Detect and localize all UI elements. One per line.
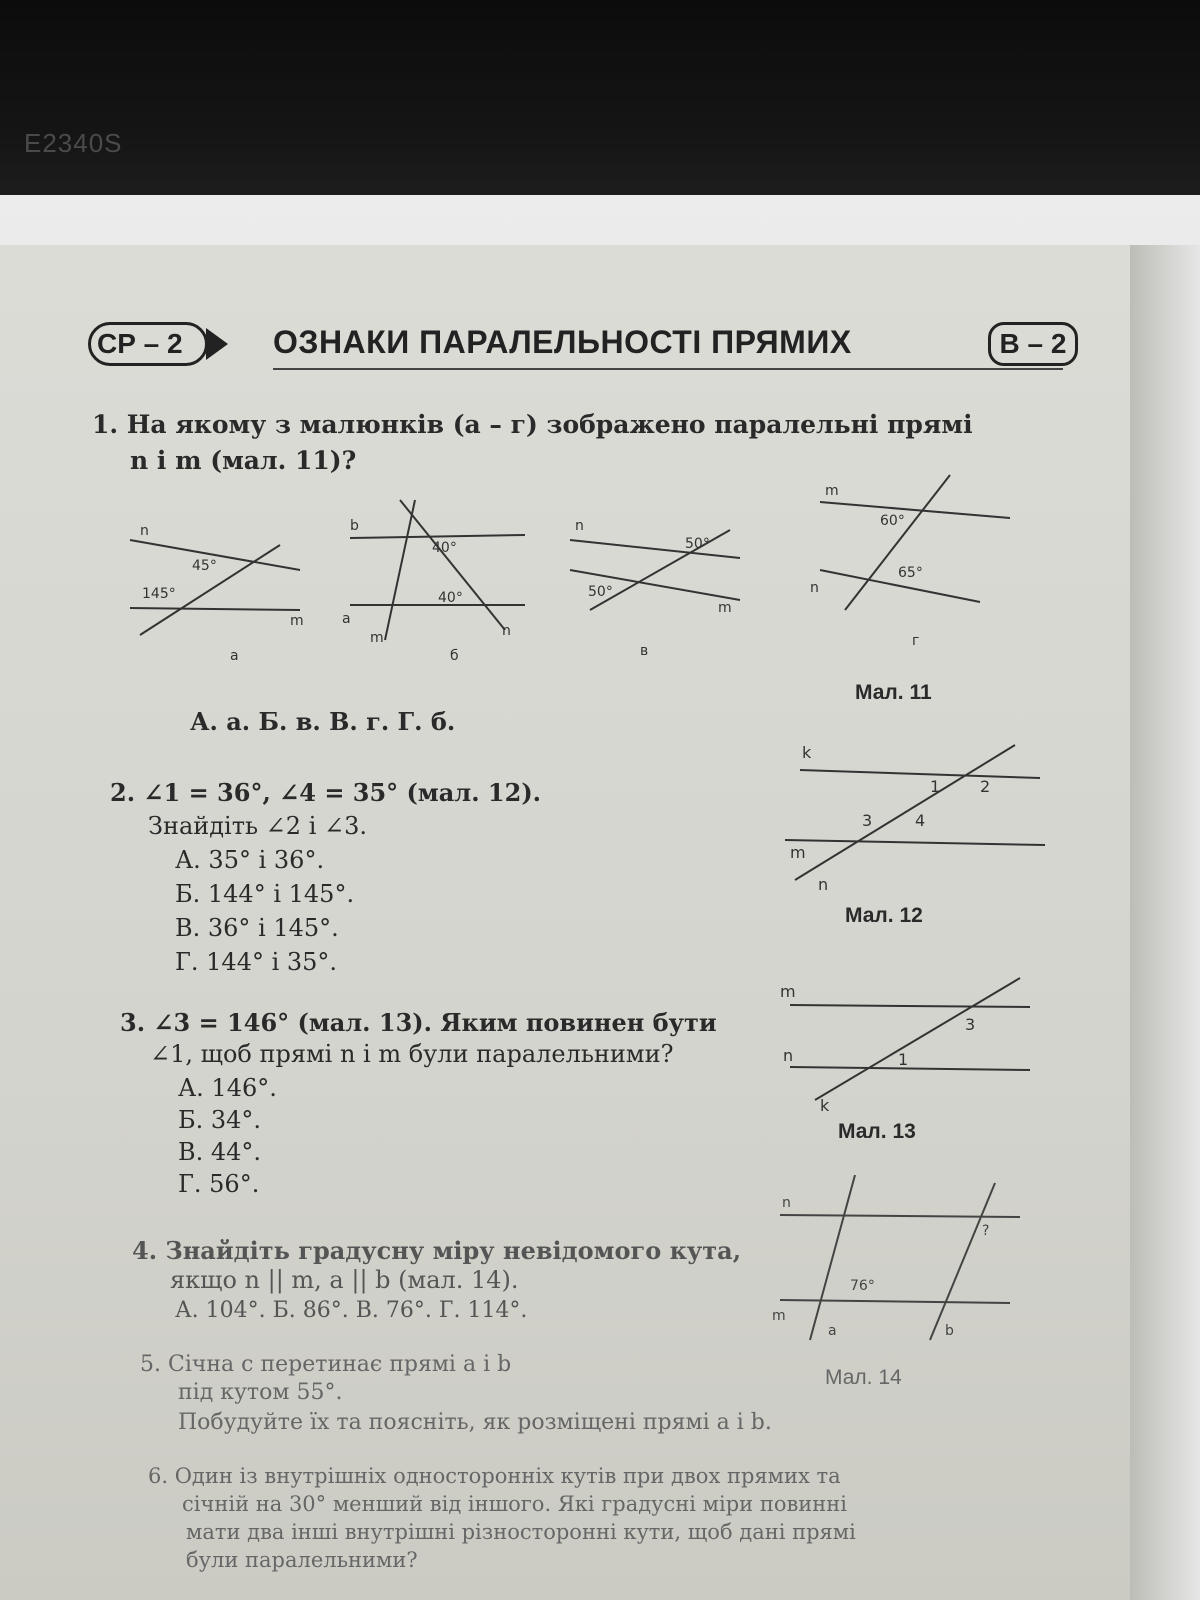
task3-question-line1: 3. ∠3 = 146° (мал. 13). Яким повинен бути (120, 1008, 717, 1037)
monitor-model-label: E2340S (24, 128, 123, 158)
fig-v-angle1: 50° (685, 536, 710, 552)
figure-12-caption: Мал. 12 (845, 904, 923, 927)
fig-a-label: а (230, 648, 239, 664)
task6-line2: січній на 30° менший від іншого. Які градусні міри повинні (182, 1492, 848, 1516)
task2-question-line2: Знайдіть ∠2 і ∠3. (148, 812, 367, 840)
task6-line3: мати два інші внутрішні різносторонні кути, щоб дані прямі (186, 1520, 856, 1544)
task2-option-b: Б. 144° і 145°. (175, 880, 355, 908)
figure-11-caption: Мал. 11 (855, 681, 932, 704)
fig12-angle4: 4 (915, 811, 926, 830)
task2-question-line1: 2. ∠1 = 36°, ∠4 = 35° (мал. 12). (110, 778, 542, 807)
fig14-n-label: n (782, 1195, 791, 1211)
worksheet-header (88, 322, 1078, 374)
fig-b-n-label: n (502, 623, 511, 639)
task5-line1: 5. Січна c перетинає прямі a і b (140, 1352, 512, 1377)
fig14-b-label: b (945, 1323, 954, 1339)
task3-option-v: В. 44°. (178, 1138, 262, 1166)
fig-v-n-label: n (575, 518, 584, 534)
fig-b-b-label: b (350, 518, 359, 534)
fig-g-m-label: m (825, 483, 839, 499)
task2-option-a: А. 35° і 36°. (175, 846, 325, 874)
fig-b-m-label: m (370, 630, 384, 646)
arrow-icon (206, 328, 228, 360)
task3-option-a: А. 146°. (178, 1074, 277, 1102)
fig12-k-label: k (802, 743, 812, 762)
task2-option-g: Г. 144° і 35°. (175, 948, 338, 976)
task4-question-line2: якщо n || m, a || b (мал. 14). (170, 1266, 519, 1294)
fig-v-m-label: m (718, 600, 732, 616)
fig12-angle1: 1 (930, 777, 941, 796)
fig-g-angle2: 65° (898, 565, 923, 581)
task4-question-line1: 4. Знайдіть градусну міру невідомого кута, (132, 1236, 742, 1265)
task3-option-g: Г. 56°. (178, 1170, 260, 1198)
figure-14-caption: Мал. 14 (825, 1366, 902, 1389)
fig13-angle1: 1 (898, 1050, 909, 1069)
fig-a-m-label: m (290, 613, 304, 629)
monitor-bezel (0, 0, 1200, 195)
fig14-m-label: m (772, 1308, 786, 1324)
task3-option-b: Б. 34°. (178, 1106, 262, 1134)
task4-answers: А. 104°. Б. 86°. В. 76°. Г. 114°. (175, 1298, 528, 1323)
task5-line2: під кутом 55°. (178, 1380, 343, 1405)
fig14-a-label: a (828, 1323, 837, 1339)
fig-v-angle2: 50° (588, 584, 613, 600)
fig-a-angle2: 145° (142, 586, 176, 602)
fig-g-angle1: 60° (880, 513, 905, 529)
figure-11 (120, 470, 1040, 670)
figure-13 (780, 975, 1050, 1115)
fig-a-angle1: 45° (192, 558, 217, 574)
task6-line1: 6. Один із внутрішніх односторонніх кутів при двох прямих та (148, 1464, 841, 1488)
variant-badge: В – 2 (988, 322, 1078, 366)
fig-v-label: в (640, 643, 649, 659)
page-edge (1130, 245, 1200, 1600)
fig13-n-label: n (783, 1046, 794, 1065)
fig-g-n-label: n (810, 580, 819, 596)
fig12-angle2: 2 (980, 777, 991, 796)
figure-12 (780, 740, 1050, 890)
task6-line4: були паралельними? (186, 1548, 418, 1572)
title-underline (273, 368, 1063, 370)
fig-a-n-label: n (140, 523, 149, 539)
task2-option-v: В. 36° і 145°. (175, 914, 339, 942)
fig12-m-label: m (790, 843, 806, 862)
figure-13-caption: Мал. 13 (838, 1120, 916, 1143)
fig12-angle3: 3 (862, 811, 873, 830)
work-badge: СР – 2 (88, 322, 208, 366)
fig-g-label: г (912, 633, 920, 649)
fig13-angle3: 3 (965, 1015, 976, 1034)
fig14-unknown-angle: ? (982, 1223, 990, 1239)
fig-b-a-label: а (342, 611, 351, 627)
fig-b-angle1: 40° (432, 540, 457, 556)
task1-question-line2: n і m (мал. 11)? (130, 446, 357, 475)
fig-b-angle2: 40° (438, 590, 463, 606)
task1-question-line1: 1. На якому з малюнків (а – г) зображено паралельні прямі (92, 410, 973, 439)
task1-answers: А. а. Б. в. В. г. Г. б. (190, 707, 456, 736)
figure-14 (770, 1175, 1030, 1345)
fig13-m-label: m (780, 982, 796, 1001)
fig-b-label: б (450, 648, 459, 664)
topic-title: ОЗНАКИ ПАРАЛЕЛЬНОСТІ ПРЯМИХ (273, 324, 852, 360)
fig14-angle: 76° (850, 1278, 875, 1294)
task5-line3: Побудуйте їх та поясніть, як розміщені прямі a і b. (178, 1410, 772, 1435)
fig12-n-label: n (818, 875, 829, 890)
fig13-k-label: k (820, 1096, 830, 1115)
task3-question-line2: ∠1, щоб прямі n і m були паралельними? (150, 1040, 674, 1068)
